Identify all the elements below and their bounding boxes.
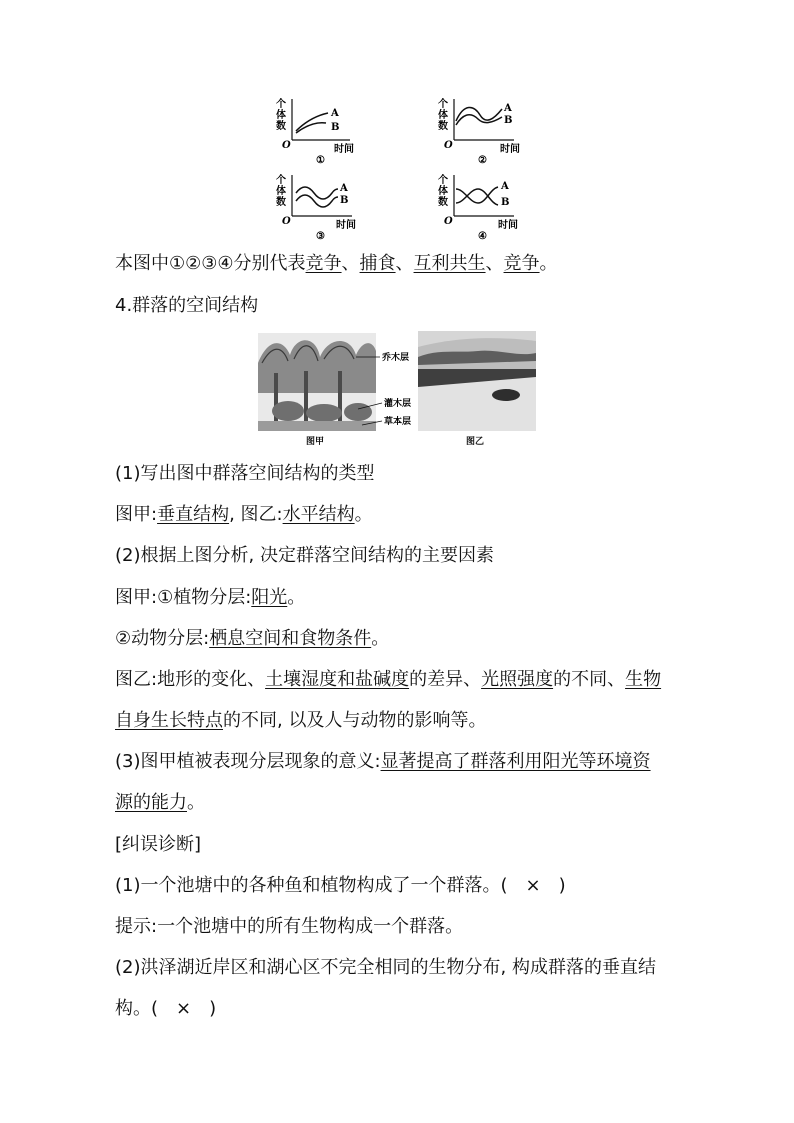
diagnosis-item-1-hint: 提示:一个池塘中的所有生物构成一个群落。: [115, 916, 464, 937]
q3-answer-part-1: 显著提高了群落利用阳光等环境资: [380, 751, 651, 772]
q2-line-1-prefix: 图甲:①植物分层:: [115, 587, 252, 608]
q3-line-1: [115, 751, 651, 773]
intro-sep-2: 、: [395, 253, 414, 274]
q1-text: (1)写出图中群落空间结构的类型: [115, 463, 375, 484]
graph-4-xlabel: 时间: [498, 220, 518, 231]
q2-line-4: [115, 710, 486, 732]
graph-3-number: ③: [316, 231, 325, 242]
shrub-2: [306, 404, 342, 422]
herb-layer: [258, 421, 376, 431]
q2-answer-soil: 土壤湿度和盐碱度: [265, 669, 410, 690]
q3-line-2: [115, 792, 205, 814]
q2-answer-growth: 自身生长特点: [115, 710, 223, 731]
intro-end: 。: [539, 253, 558, 274]
graph-3-xlabel: 时间: [336, 220, 356, 231]
q2-answer-light-intensity: 光照强度: [481, 669, 554, 690]
q2-line-3: [115, 669, 661, 691]
figure-jia: [258, 333, 418, 433]
q2-line-1-end: 。: [287, 587, 306, 608]
graph-3-origin: O: [282, 216, 291, 227]
tree-trunk-2: [304, 371, 308, 428]
graph-2-number: ②: [478, 155, 487, 166]
q2-line-2-end: 。: [371, 628, 390, 649]
graph-4-ylabel-3: 数: [438, 197, 448, 208]
graph-3-ylabel-3: 数: [276, 197, 286, 208]
graph-2-label-a: A: [504, 103, 512, 114]
graph-3-plot: [270, 171, 370, 241]
q3-answer-part-2: 源的能力: [115, 792, 187, 813]
diagnosis-item-2-line-2: 构。( × ): [115, 998, 217, 1019]
q2-line-3-mid-2: 的不同、: [553, 669, 626, 690]
graph-1-curve-b: [296, 123, 326, 133]
intro-prefix: 本图中①②③④分别代表: [115, 253, 306, 274]
graph-2-ylabel-3: 数: [438, 121, 448, 132]
intro-answer-4: 竞争: [503, 253, 540, 274]
graph-3-label-b: B: [340, 195, 349, 206]
q1-yi-label: , 图乙:: [229, 504, 283, 525]
q2-answer-habitat: 栖息空间和食物条件: [209, 628, 372, 649]
section-4-heading: 4.群落的空间结构: [115, 295, 259, 316]
figure-yi: [418, 331, 536, 431]
diagnosis-item-2-line-1: (2)洪泽湖近岸区和湖心区不完全相同的生物分布, 构成群落的垂直结: [115, 957, 656, 978]
figure-yi-caption: 图乙: [466, 437, 485, 447]
graph-3-curve-a: [296, 187, 338, 199]
graph-2-origin: O: [444, 140, 453, 151]
graph-1-label-a: A: [331, 108, 339, 119]
q2-line-2-prefix: ②动物分层:: [115, 628, 210, 649]
tree-trunk-1: [274, 373, 278, 428]
graph-4-label-b: B: [501, 197, 510, 208]
graph-1-label-b: B: [331, 122, 340, 133]
intro-sep-1: 、: [341, 253, 360, 274]
tree-trunk-3: [338, 371, 342, 428]
graph-2-ylabel-2: 体: [438, 110, 448, 121]
intro-answer-1: 竞争: [305, 253, 342, 274]
graph-1-origin: O: [282, 140, 291, 151]
q2-line-4-rest: 的不同, 以及人与动物的影响等。: [223, 710, 487, 731]
q2-answer-light: 阳光: [251, 587, 288, 608]
graph-4-ylabel-1: 个: [438, 175, 448, 186]
label-herb-layer: 草本层: [384, 417, 412, 427]
q1-end: 。: [354, 504, 373, 525]
landscape-photo: [418, 331, 536, 431]
graph-1-xlabel: 时间: [334, 144, 354, 155]
forest-illustration: [258, 333, 418, 433]
label-shrub-layer: 灌木层: [384, 399, 412, 409]
graph-1-ylabel-1: 个: [276, 99, 286, 110]
intro-answer-3: 互利共生: [413, 253, 486, 274]
q2-line-3-mid-1: 的差异、: [409, 669, 482, 690]
graph-1-plot: [270, 95, 370, 165]
q2-line-2: [115, 628, 389, 650]
shrub-1: [272, 401, 304, 421]
graph-3-ylabel-1: 个: [276, 175, 286, 186]
graph-4-number: ④: [478, 231, 487, 242]
graph-2-xlabel: 时间: [500, 144, 520, 155]
q2-text: (2)根据上图分析, 决定群落空间结构的主要因素: [115, 545, 494, 566]
graph-3-label-a: A: [340, 183, 348, 194]
graph-1-ylabel-2: 体: [276, 110, 286, 121]
graph-2: [432, 95, 692, 165]
q3-end: 。: [187, 792, 205, 813]
graph-2-plot: [432, 95, 532, 165]
q2-answer-organism: 生物: [625, 669, 662, 690]
q2-line-1: [115, 587, 305, 609]
label-tree-layer: 乔木层: [382, 353, 410, 363]
intro-sep-3: 、: [485, 253, 504, 274]
graph-4: [432, 171, 692, 241]
intro-answer-2: 捕食: [359, 253, 396, 274]
q3-prefix: (3)图甲植被表现分层现象的意义:: [115, 751, 381, 772]
q1-answer-jia: 垂直结构: [157, 504, 230, 525]
graph-4-label-a: A: [501, 181, 509, 192]
graph-4-origin: O: [444, 216, 453, 227]
figure-jia-caption: 图甲: [306, 437, 325, 447]
q1-jia-label: 图甲:: [115, 504, 158, 525]
graph-2-label-b: B: [504, 115, 513, 126]
graph-1-ylabel-3: 数: [276, 121, 286, 132]
shrub-3: [344, 403, 372, 421]
lone-bush: [492, 389, 520, 401]
graph-3-ylabel-2: 体: [276, 186, 286, 197]
q1-answer-yi: 水平结构: [282, 504, 355, 525]
intro-line: [115, 253, 558, 275]
graph-2-ylabel-1: 个: [438, 99, 448, 110]
graph-1-number: ①: [316, 155, 325, 166]
graph-4-ylabel-2: 体: [438, 186, 448, 197]
graph-4-plot: [432, 171, 532, 241]
q1-answer: [115, 504, 373, 526]
diagnosis-item-1: (1)一个池塘中的各种鱼和植物构成了一个群落。( × ): [115, 875, 566, 896]
q2-line-3-prefix: 图乙:地形的变化、: [115, 669, 266, 690]
diagnosis-title: [纠误诊断]: [115, 834, 202, 855]
